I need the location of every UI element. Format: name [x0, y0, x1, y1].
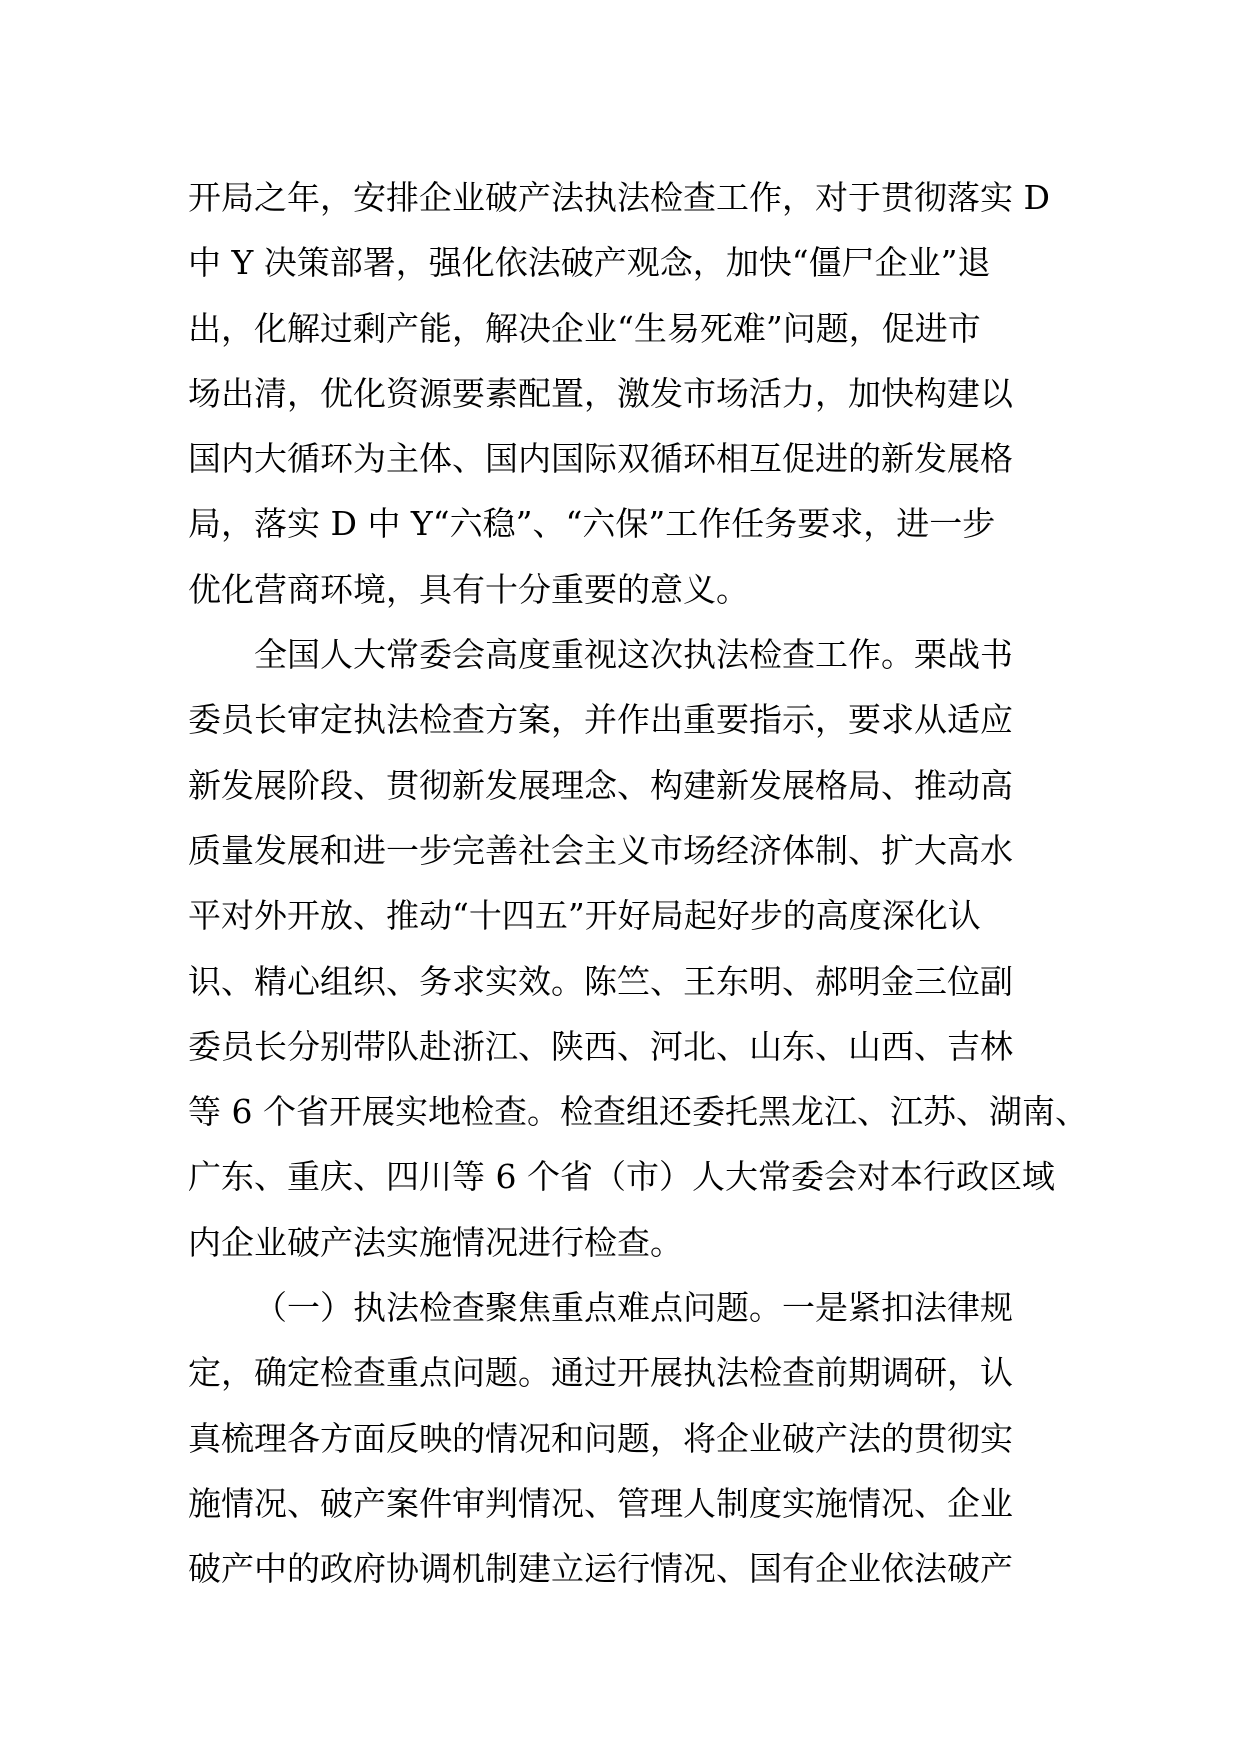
text-line: 优化营商环境，具有十分重要的意义。 — [188, 569, 749, 609]
text-line: 场出清，优化资源要素配置，激发市场活力，加快构建以 — [188, 373, 1013, 413]
text-line: 开局之年，安排企业破产法执法检查工作，对于贯彻落实 D — [188, 178, 1050, 217]
document-body — [188, 165, 1088, 1602]
text-line: 委员长分别带队赴浙江、陕西、河北、山东、山西、吉林 — [188, 1026, 1013, 1066]
text-line: 局，落实 D 中 Y“六稳”、“六保”工作任务要求，进一步 — [188, 504, 996, 544]
paragraph-first-line: 全国人大常委会高度重视这次执法检查工作。栗战书 — [254, 635, 1013, 675]
text-line: 内企业破产法实施情况进行检查。 — [188, 1222, 683, 1262]
text-line: 委员长审定执法检查方案，并作出重要指示，要求从适应 — [188, 700, 1013, 740]
text-line: 识、精心组织、务求实效。陈竺、王东明、郝明金三位副 — [188, 961, 1013, 1001]
text-line: 广东、重庆、四川等 6 个省（市）人大常委会对本行政区域 — [188, 1157, 1055, 1197]
text-line: 中 Y 决策部署，强化依法破产观念，加快“僵尸企业”退 — [188, 243, 991, 283]
text-line: 新发展阶段、贯彻新发展理念、构建新发展格局、推动高 — [188, 765, 1013, 805]
text-line: 破产中的政府协调机制建立运行情况、国有企业依法破产 — [188, 1549, 1013, 1589]
text-line: 等 6 个省开展实地检查。检查组还委托黑龙江、江苏、湖南、 — [188, 1092, 1088, 1132]
text-line: 真梳理各方面反映的情况和问题，将企业破产法的贯彻实 — [188, 1418, 1013, 1458]
text-line: 定，确定检查重点问题。通过开展执法检查前期调研，认 — [188, 1353, 1013, 1393]
text-line: 平对外开放、推动“十四五”开好局起好步的高度深化认 — [188, 896, 981, 936]
text-line: 施情况、破产案件审判情况、管理人制度实施情况、企业 — [188, 1483, 1013, 1523]
text-line: 质量发展和进一步完善社会主义市场经济体制、扩大高水 — [188, 830, 1013, 870]
text-line: 出，化解过剩产能，解决企业“生易死难”问题，促进市 — [188, 308, 981, 348]
text-line: 国内大循环为主体、国内国际双循环相互促进的新发展格 — [188, 439, 1013, 479]
section-heading-line: （一）执法检查聚焦重点难点问题。一是紧扣法律规 — [254, 1288, 1013, 1328]
